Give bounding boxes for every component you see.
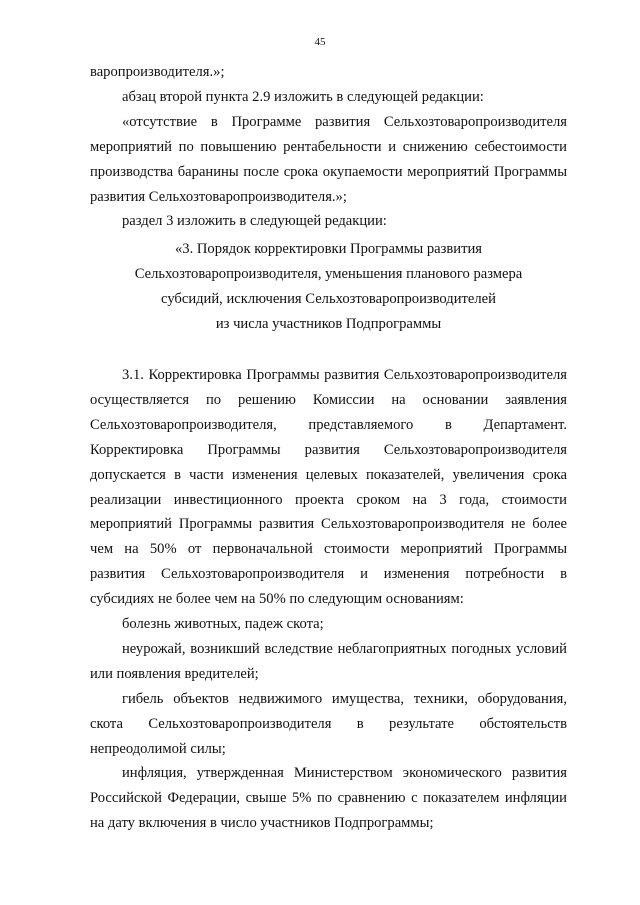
paragraph-section-instruction: раздел 3 изложить в следующей редакции: <box>122 213 387 230</box>
section-heading-line: субсидий, исключения Сельхозтоваропроизводителей <box>161 291 496 308</box>
paragraph-clause-3-1: 3.1. Корректировка Программы развития Сельхозтоваропроизводителя осуществляется по решению Комиссии на основании заявления Сельхозтоваропроизводителя, представляемого в Департамент. Корректировка Программы развития Сельхозтоваропроизводителя допускается в части изменения целевых показателей, увеличения срока реализации инвестиционного проекта сроком на 3 года, стоимости мероприятий Программы развития Сельхозтоваропроизводителя не более чем на 50% от первоначальной стоимости мероприятий Программы развития Сельхозтоваропроизводителя и изменения потребности в субсидиях не более чем на 50% по следующим основаниям: <box>90 366 567 608</box>
list-item-property-loss: гибель объектов недвижимого имущества, техники, оборудования, скота Сельхозтоваропроизводителя в результате обстоятельств непреодолимой силы; <box>90 690 567 757</box>
list-item-inflation: инфляция, утвержденная Министерством экономического развития Российской Федерации, свыше 5% по сравнению с показателем инфляции на дату включения в число участников Подпрограммы; <box>90 765 567 832</box>
section-heading-line: из числа участников Подпрограммы <box>215 316 442 333</box>
spacer <box>90 337 567 363</box>
paragraph-continuation: варопроизводителя.»; <box>90 64 225 80</box>
section-heading <box>90 237 567 337</box>
section-heading-line: «3. Порядок корректировки Программы развития <box>175 241 482 258</box>
list-item-crop-failure: неурожай, возникший вследствие неблагоприятных погодных условий или появления вредителей; <box>90 640 567 682</box>
document-body <box>90 60 567 836</box>
paragraph-amendment-instruction: абзац второй пункта 2.9 изложить в следующей редакции: <box>122 88 484 105</box>
page-number: 45 <box>314 36 326 48</box>
list-item-animal-disease: болезнь животных, падеж скота; <box>122 616 324 633</box>
paragraph-amendment-text: «отсутствие в Программе развития Сельхозтоваропроизводителя мероприятий по повышению рентабельности и снижению себестоимости производства баранины после срока окупаемости мероприятий Программы развития Сельхозтоваропроизводителя.»; <box>90 113 567 205</box>
section-heading-line: Сельхозтоваропроизводителя, уменьшения планового размера <box>134 266 523 283</box>
